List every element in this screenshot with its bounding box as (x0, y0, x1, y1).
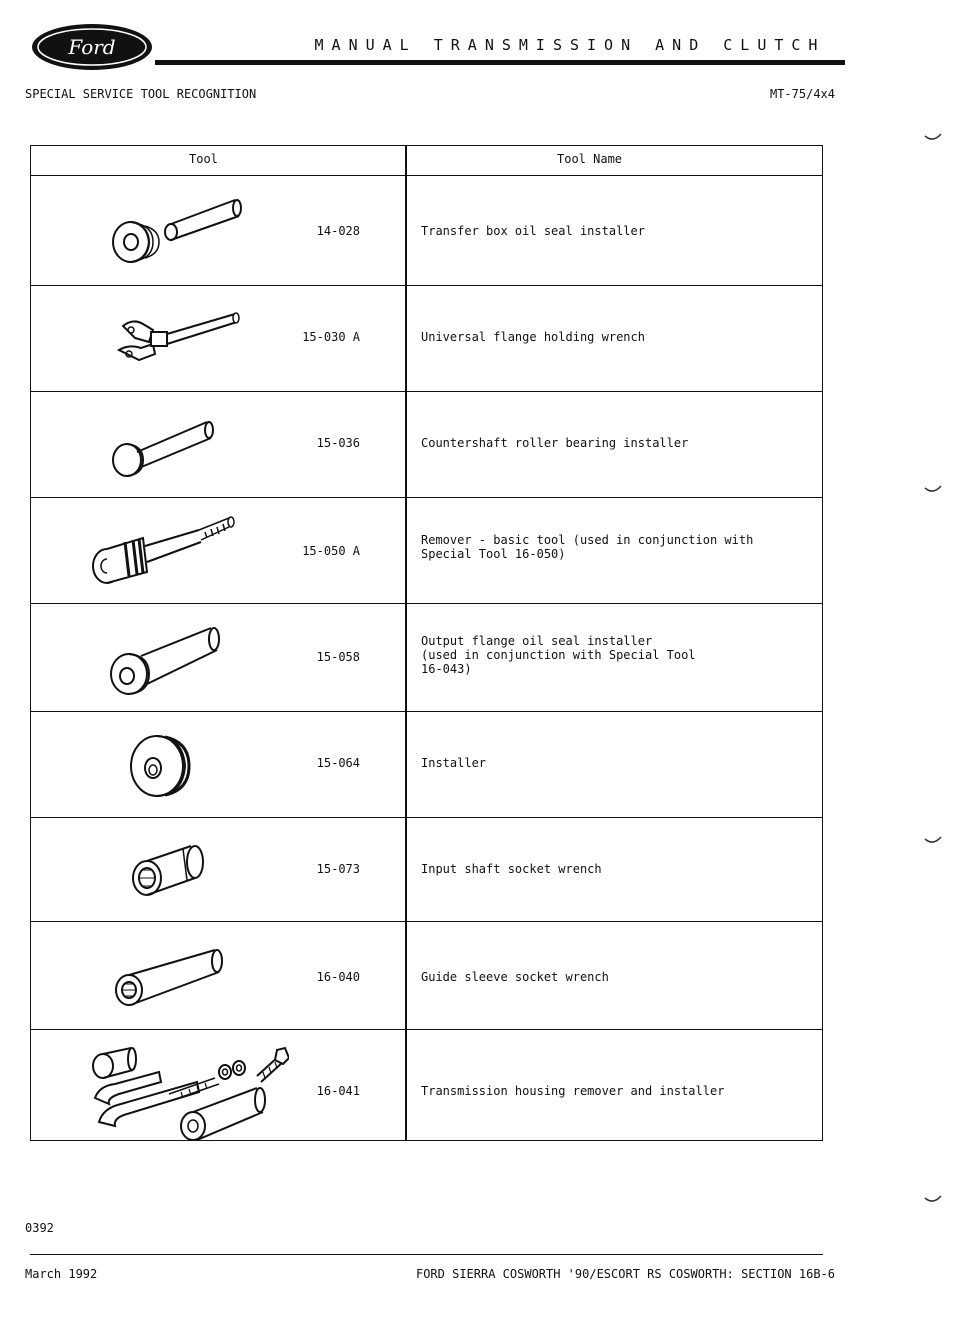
installer-disc-icon (123, 724, 203, 808)
tool-number: 15-073 (316, 862, 360, 876)
tool-name: Universal flange holding wrench (421, 330, 645, 344)
tool-name: Guide sleeve socket wrench (421, 970, 609, 984)
tool-number: 15-064 (316, 756, 360, 770)
footer-date: March 1992 (25, 1267, 98, 1281)
tool-number: 15-030 A (302, 330, 360, 344)
logo-text: Ford (68, 35, 116, 59)
table-row (31, 922, 822, 1030)
table-row (31, 712, 822, 818)
table-row (31, 604, 822, 712)
flange-wrench-icon (113, 308, 243, 372)
section-title: SPECIAL SERVICE TOOL RECOGNITION (25, 87, 257, 101)
housing-remover-kit-icon (69, 1042, 289, 1144)
remover-tool-icon (89, 510, 239, 594)
table-row (31, 818, 822, 922)
table-row (31, 498, 822, 604)
tool-table (30, 145, 823, 1141)
margin-tick (924, 1195, 942, 1205)
header-rule (155, 60, 845, 65)
margin-tick (924, 133, 942, 143)
page-code: MT-75/4x4 (769, 87, 835, 101)
margin-tick (924, 836, 942, 846)
tool-number: 16-040 (316, 970, 360, 984)
seal-installer-icon (109, 194, 249, 268)
oil-seal-installer-icon (107, 620, 227, 704)
sleeve-socket-wrench-icon (111, 944, 231, 1018)
column-header-tool-name: Tool Name (557, 152, 623, 166)
tool-number: 15-036 (316, 436, 360, 450)
footer-rule (30, 1254, 823, 1255)
tool-number: 16-041 (316, 1084, 360, 1098)
table-row (31, 392, 822, 498)
margin-tick (924, 485, 942, 495)
tool-name: Countershaft roller bearing installer (421, 436, 689, 450)
tool-name: Output flange oil seal installer (used in conjunction with Special Tool 16-043) (421, 634, 696, 676)
table-row (31, 1030, 822, 1142)
tool-name: Transmission housing remover and installer (421, 1084, 725, 1098)
tool-number: 14-028 (316, 224, 360, 238)
table-row (31, 176, 822, 286)
tool-number: 15-058 (316, 650, 360, 664)
tool-name: Input shaft socket wrench (421, 862, 602, 876)
column-header-tool: Tool (189, 152, 218, 166)
table-row (31, 286, 822, 392)
bearing-installer-icon (109, 412, 219, 486)
footer-title: FORD SIERRA COSWORTH '90/ESCORT RS COSWORTH: SECTION 16B-6 (415, 1267, 835, 1281)
tool-number: 15-050 A (302, 544, 360, 558)
tool-name: Installer (421, 756, 487, 770)
tool-name: Transfer box oil seal installer (421, 224, 645, 238)
ford-logo (30, 22, 154, 72)
page-header-title: MANUAL TRANSMISSION AND CLUTCH (314, 36, 826, 54)
socket-wrench-icon (129, 840, 219, 904)
tool-name: Remover - basic tool (used in conjunction with Special Tool 16-050) (421, 533, 754, 561)
footer-code: 0392 (25, 1221, 54, 1235)
